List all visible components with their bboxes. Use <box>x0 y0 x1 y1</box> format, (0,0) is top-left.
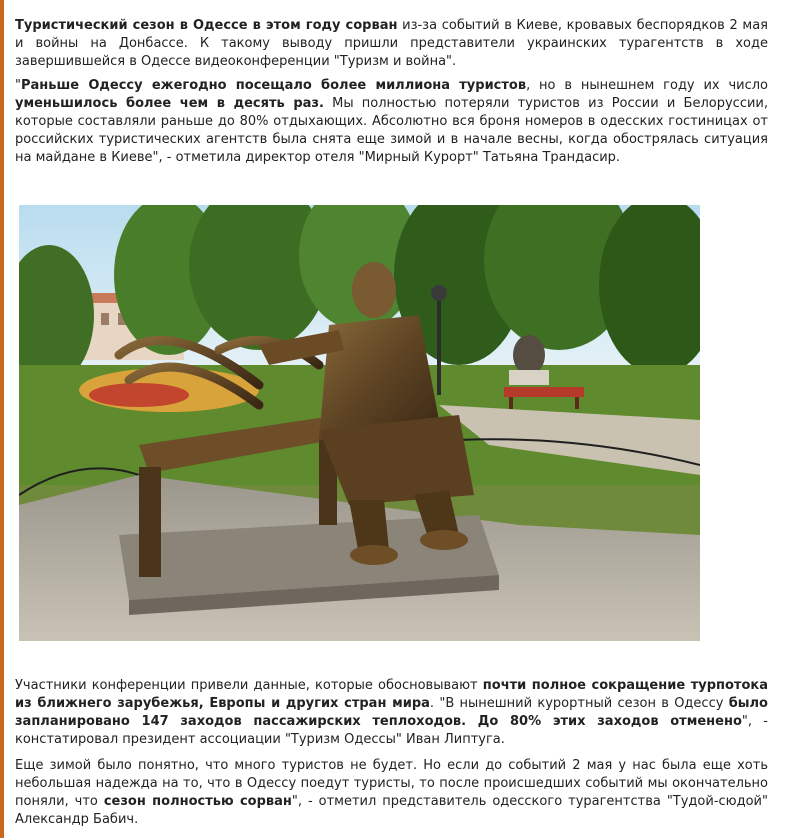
conf-text-1: Участники конференции привели данные, которые обосновывают <box>15 678 483 693</box>
article-top <box>15 0 768 175</box>
agency-bold-1: сезон полностью сорван <box>103 794 292 809</box>
article-bottom <box>15 677 768 837</box>
conf-text-2: . "В нынешний курортный сезон в Одессу <box>429 696 729 711</box>
paragraph-quote-director <box>15 77 768 167</box>
paragraph-intro <box>15 0 768 71</box>
photo-illustration <box>19 205 700 641</box>
agency-text-2: ", - отметил представитель одесского турагентства "Тудой-сюдой" Александр Бабич. <box>15 794 768 827</box>
conf-bold-2: было запланировано 147 заходов пассажирских теплоходов. До 80% этих заходов отменено <box>15 696 768 729</box>
conf-text-3: ", - констатировал президент ассоциации "Туризм Одессы" Иван Липтуга. <box>15 714 769 747</box>
paragraph-conference <box>15 677 768 749</box>
quote-bold-1: Раньше Одессу ежегодно посещало более миллиона туристов <box>20 78 527 93</box>
quote-bold-2: уменьшилось более чем в десять раз. <box>15 96 324 111</box>
article-photo-statue <box>19 205 700 641</box>
intro-text: из-за событий в Киеве, кровавых беспорядков 2 мая и войны на Донбассе. К такому выводу пришли представители украинских турагентств в ходе завершившейся в Одессе видеоконференции "Туризм и война". <box>15 18 768 69</box>
conf-bold-1: почти полное сокращение турпотока из ближнего зарубежья, Европы и других стран мира <box>15 678 768 711</box>
paragraph-agency <box>15 757 768 829</box>
quote-text-2: Мы полностью потеряли туристов из России и Белоруссии, которые составляли раньше до 80% отдыхающих. Абсолютно вся броня номеров в одесских гостиницах от российских туристических агентств была снята еще зимой и в начале весны, когда обострялась ситуация на майдане в Киеве", - отметила директор отеля "Мирный Курорт" Татьяна Трандасир. <box>15 96 768 165</box>
agency-text-1: Еще зимой было понятно, что много туристов не будет. Но если до событий 2 мая у нас была еще хоть небольшая надежда на то, что в Одессу поедут туристы, то после происшедших событий мы окончательно поняли, что <box>15 758 768 809</box>
lead-bold: Туристический сезон в Одессе в этом году сорван <box>15 18 398 33</box>
quote-text-1: , но в нынешнем году их число <box>526 78 768 93</box>
quote-open: " <box>15 78 21 93</box>
left-accent-rule <box>0 0 4 838</box>
